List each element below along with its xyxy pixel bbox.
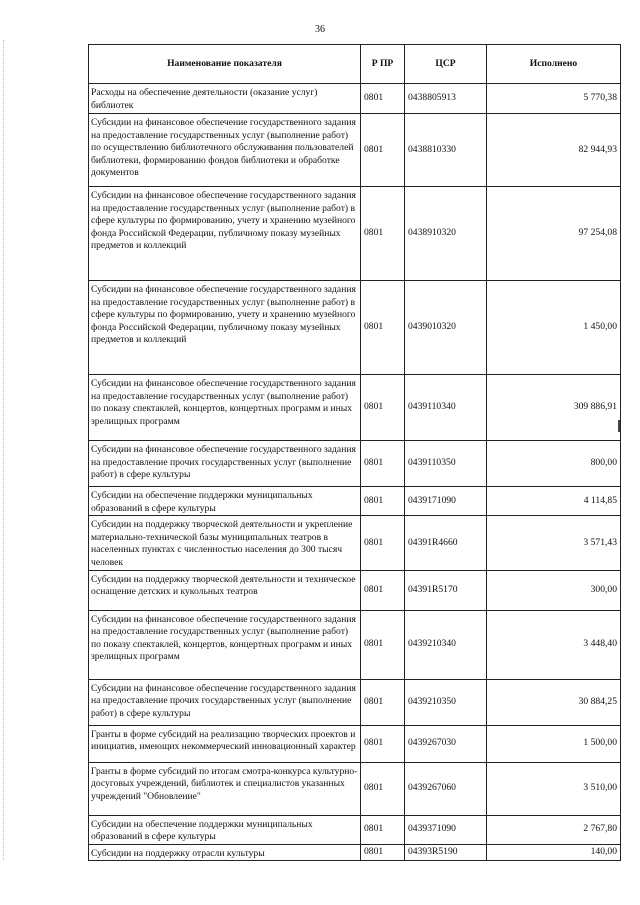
cell-executed: 1 450,00 (487, 281, 621, 375)
cell-csr: 0439210350 (405, 679, 487, 725)
table-row (89, 516, 621, 570)
cell-csr: 0439171090 (405, 487, 487, 516)
cell-executed: 1 500,00 (487, 725, 621, 762)
table-row (89, 114, 621, 187)
cell-executed: 30 884,25 (487, 679, 621, 725)
table-row (89, 84, 621, 114)
cell-rpr: 0801 (361, 187, 405, 281)
cell-csr: 0439110340 (405, 375, 487, 441)
cell-csr: 0439210340 (405, 610, 487, 679)
cell-csr: 0439267030 (405, 725, 487, 762)
table-row (89, 570, 621, 610)
cell-indicator-name: Субсидии на обеспечение поддержки муниципальных образований в сфере культуры (89, 487, 361, 516)
cell-csr: 0439010320 (405, 281, 487, 375)
cell-indicator-name: Субсидии на финансовое обеспечение государственного задания на предоставление государственных услуг (выполнение работ) по осуществлению библиотечного обслуживания пользователей библиотеки, формированию фондов библиотеки и обработке документов (89, 114, 361, 187)
cell-executed: 97 254,08 (487, 187, 621, 281)
table-row (89, 844, 621, 861)
cell-csr: 04393R5190 (405, 844, 487, 861)
budget-table (88, 44, 621, 861)
table-row (89, 487, 621, 516)
cell-csr: 04391R4660 (405, 516, 487, 570)
cell-indicator-name: Субсидии на финансовое обеспечение государственного задания на предоставление прочих государственных услуг (выполнение работ) в сфере культуры (89, 679, 361, 725)
cell-indicator-name: Субсидии на поддержку творческой деятельности и техническое оснащение детских и кукольных театров (89, 570, 361, 610)
cell-csr: 0438810330 (405, 114, 487, 187)
cell-executed: 3 571,43 (487, 516, 621, 570)
cell-rpr: 0801 (361, 610, 405, 679)
header-rpr: Р ПР (361, 45, 405, 84)
cell-rpr: 0801 (361, 281, 405, 375)
cell-rpr: 0801 (361, 84, 405, 114)
cell-executed: 800,00 (487, 441, 621, 487)
cell-rpr: 0801 (361, 114, 405, 187)
cell-indicator-name: Субсидии на поддержку отрасли культуры (89, 844, 361, 861)
cell-executed: 2 767,80 (487, 815, 621, 844)
cell-csr: 04391R5170 (405, 570, 487, 610)
cell-executed: 3 510,00 (487, 762, 621, 815)
cell-csr: 0438910320 (405, 187, 487, 281)
table-row (89, 725, 621, 762)
table-row (89, 679, 621, 725)
cell-rpr: 0801 (361, 487, 405, 516)
cell-indicator-name: Гранты в форме субсидий на реализацию творческих проектов и инициатив, имеющих некоммерческий инновационный характер (89, 725, 361, 762)
cell-indicator-name: Субсидии на финансовое обеспечение государственного задания на предоставление прочих государственных услуг (выполнение работ) в сфере культуры (89, 441, 361, 487)
table-header-row (89, 45, 621, 84)
cell-executed: 82 944,93 (487, 114, 621, 187)
cell-indicator-name: Субсидии на финансовое обеспечение государственного задания на предоставление государственных услуг (выполнение работ) в сфере культуры по формированию, учету и хранению музейного фонда Российской Федерации, публичному показу музейных предметов и коллекций (89, 187, 361, 281)
cell-indicator-name: Субсидии на финансовое обеспечение государственного задания на предоставление государственных услуг (выполнение работ) по показу спектаклей, концертов, концертных программ и иных зрелищных программ (89, 375, 361, 441)
cell-indicator-name: Субсидии на поддержку творческой деятельности и укрепление материально-технической базы муниципальных театров в населенных пунктах с численностью населения до 300 тысяч человек (89, 516, 361, 570)
header-indicator-name: Наименование показателя (89, 45, 361, 84)
table-row (89, 441, 621, 487)
cell-rpr: 0801 (361, 441, 405, 487)
table-row (89, 187, 621, 281)
cell-executed: 140,00 (487, 844, 621, 861)
header-executed: Исполнено (487, 45, 621, 84)
cell-rpr: 0801 (361, 762, 405, 815)
table-row (89, 610, 621, 679)
cell-rpr: 0801 (361, 844, 405, 861)
page-number: 36 (315, 24, 325, 35)
table-row (89, 281, 621, 375)
cell-rpr: 0801 (361, 725, 405, 762)
cell-rpr: 0801 (361, 516, 405, 570)
table-row (89, 815, 621, 844)
cell-csr: 0439110350 (405, 441, 487, 487)
cell-rpr: 0801 (361, 570, 405, 610)
cell-csr: 0438805913 (405, 84, 487, 114)
cell-indicator-name: Гранты в форме субсидий по итогам смотра-конкурса культурно-досуговых учреждений, библиотек и специалистов указанных учреждений "Обновление" (89, 762, 361, 815)
cell-executed: 309 886,91 (487, 375, 621, 441)
cell-rpr: 0801 (361, 815, 405, 844)
table-row (89, 762, 621, 815)
cell-indicator-name: Субсидии на финансовое обеспечение государственного задания на предоставление государственных услуг (выполнение работ) в сфере культуры по формированию, учету и хранению музейного фонда Российской Федерации, публичному показу музейных предметов и коллекций (89, 281, 361, 375)
cell-csr: 0439371090 (405, 815, 487, 844)
cell-rpr: 0801 (361, 375, 405, 441)
cell-indicator-name: Расходы на обеспечение деятельности (оказание услуг) библиотек (89, 84, 361, 114)
header-csr: ЦСР (405, 45, 487, 84)
cell-indicator-name: Субсидии на обеспечение поддержки муниципальных образований в сфере культуры (89, 815, 361, 844)
cell-executed: 4 114,85 (487, 487, 621, 516)
cell-executed: 3 448,40 (487, 610, 621, 679)
cell-rpr: 0801 (361, 679, 405, 725)
cell-executed: 300,00 (487, 570, 621, 610)
scan-edge-marks (3, 40, 5, 860)
cell-executed: 5 770,38 (487, 84, 621, 114)
table-row (89, 375, 621, 441)
cell-indicator-name: Субсидии на финансовое обеспечение государственного задания на предоставление государственных услуг (выполнение работ) по показу спектаклей, концертов, концертных программ и иных зрелищных программ (89, 610, 361, 679)
cell-csr: 0439267060 (405, 762, 487, 815)
